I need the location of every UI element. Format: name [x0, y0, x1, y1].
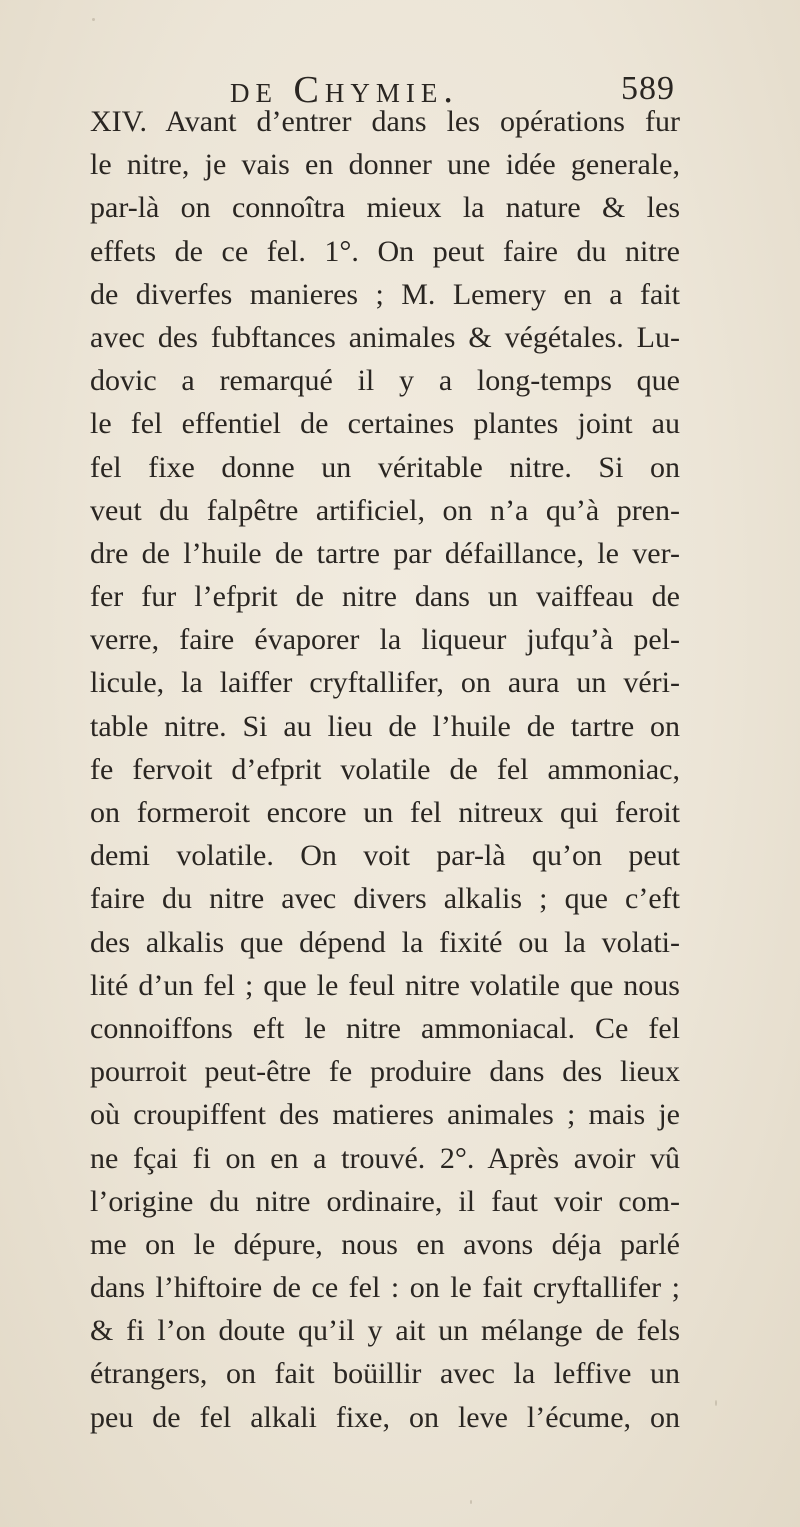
text-line: peu de fel alkali fixe, on leve l’écume, on: [90, 1400, 680, 1434]
text-line: l’origine du nitre ordinaire, il faut voir com-: [90, 1184, 680, 1218]
text-line: des alkalis que dépend la fixité ou la volati-: [90, 925, 680, 959]
text-line: où croupiffent des matieres animales ; mais je: [90, 1098, 680, 1132]
text-line: XIV. Avant d’entrer dans les opérations fur: [90, 105, 680, 138]
body-text: [90, 100, 680, 1439]
text-line: verre, faire évaporer la liqueur jufqu’à pel-: [90, 623, 680, 657]
text-line: dre de l’huile de tartre par défaillance, le ver-: [90, 536, 680, 570]
text-line: ne fçai fi on en a trouvé. 2°. Après avoir vû: [90, 1141, 680, 1175]
text-line: demi volatile. On voit par-là qu’on peut: [90, 839, 680, 873]
text-line: table nitre. Si au lieu de l’huile de tartre on: [90, 709, 680, 743]
paper-speck: [715, 1400, 717, 1406]
paper-speck: [470, 1500, 472, 1504]
text-line: le nitre, je vais en donner une idée generale,: [90, 148, 680, 182]
text-line: effets de ce fel. 1°. On peut faire du nitre: [90, 234, 680, 268]
text-line: on formeroit encore un fel nitreux qui feroit: [90, 796, 680, 829]
text-line: dovic a remarqué il y a long-temps que: [90, 364, 680, 398]
text-line: dans l’hiftoire de ce fel : on le fait cryftallifer ;: [90, 1271, 680, 1305]
text-line: avec des fubftances animales & végétales. Lu-: [90, 320, 680, 354]
text-line: pourroit peut-être fe produire dans des lieux: [90, 1055, 680, 1089]
text-line: fel fixe donne un véritable nitre. Si on: [90, 450, 680, 484]
page-number: 589: [621, 70, 675, 107]
text-line: de diverfes manieres ; M. Lemery en a fait: [90, 277, 680, 311]
text-line: connoiffons eft le nitre ammoniacal. Ce fel: [90, 1011, 680, 1045]
text-line: étrangers, on fait boüillir avec la leffive un: [90, 1357, 680, 1391]
text-line: & fi l’on doute qu’il y ait un mélange de fels: [90, 1314, 680, 1348]
running-title: de Chymie.: [230, 69, 459, 111]
paper-speck: [92, 18, 95, 21]
text-line: par-là on connoîtra mieux la nature & les: [90, 191, 680, 225]
text-line: licule, la laiffer cryftallifer, on aura un véri-: [90, 666, 680, 700]
text-line: faire du nitre avec divers alkalis ; que c’eft: [90, 882, 680, 916]
text-line: le fel effentiel de certaines plantes joint au: [90, 407, 680, 441]
text-line: me on le dépure, nous en avons déja parlé: [90, 1227, 680, 1261]
text-line: veut du falpêtre artificiel, on n’a qu’à pren-: [90, 493, 680, 527]
text-line: fer fur l’efprit de nitre dans un vaiffeau de: [90, 580, 680, 614]
text-line: lité d’un fel ; que le feul nitre volatile que nous: [90, 968, 680, 1002]
text-line: fe fervoit d’efprit volatile de fel ammoniac,: [90, 752, 680, 786]
